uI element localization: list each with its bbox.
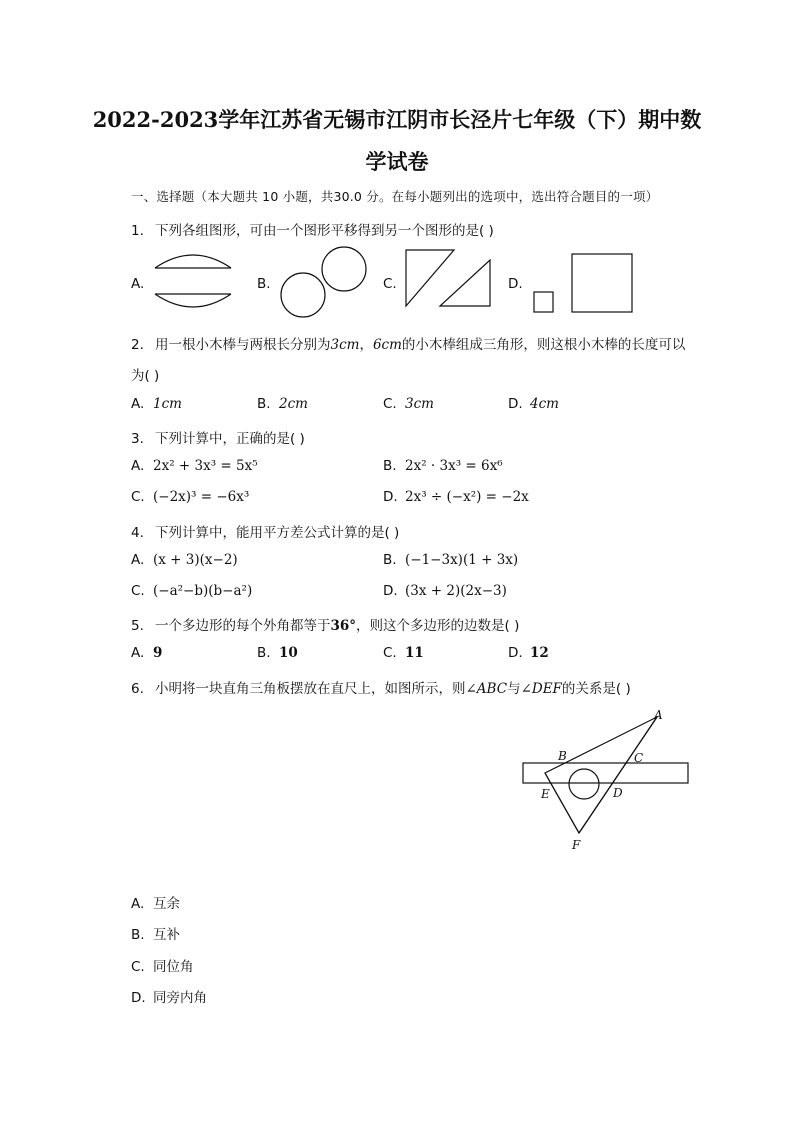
point-label-d: D [613,786,623,800]
option-label: C. [383,276,397,292]
q4-option-c[interactable] [131,583,252,599]
option-value: 同位角 [153,959,194,975]
question-2-continued: 为( ) [131,368,160,384]
q3-option-d[interactable] [383,489,529,505]
option-label: C. [131,489,145,505]
question-1 [131,219,494,239]
question-3 [131,427,305,447]
question-number: 3. [131,431,144,447]
question-stem: 下列计算中，能用平方差公式计算的是( ) [155,525,400,541]
option-value: 互补 [153,927,180,943]
option-label: A. [131,396,145,412]
option-value: (−a²−b)(b−a²) [153,583,253,599]
option-label: D. [508,645,523,661]
question-stem: 的小木棒组成三角形，则这根小木棒的长度可以 [401,337,686,353]
option-label: D. [383,583,398,599]
option-value: 2x³ ÷ (−x²) = −2x [405,489,529,505]
option-value: 同旁内角 [153,990,207,1006]
point-label-a: A [654,708,663,722]
page-title-line-2: 学试卷 [365,149,429,174]
page-title-line-1: 2022-2023学年江苏省无锡市江阴市长泾片七年级（下）期中数 [92,107,702,132]
q1-option-c[interactable] [383,276,405,292]
length-value: 3cm [330,337,360,353]
question-stem: 与 [507,681,521,697]
option-value: 11 [405,645,424,661]
option-value: 3cm [405,396,434,412]
question-stem: ， [359,337,373,353]
q3-option-a[interactable] [131,458,258,474]
option-label: A. [131,552,145,568]
option-label: C. [131,959,145,975]
q5-option-a[interactable] [131,645,162,661]
option-label: D. [508,396,523,412]
question-4 [131,521,399,541]
question-number: 2. [131,337,144,353]
option-value: 4cm [530,396,559,412]
q1-figure-a [150,248,236,320]
option-label: D. [508,276,523,292]
q6-option-b[interactable] [131,923,180,943]
q6-option-c[interactable] [131,955,194,975]
q2-option-b[interactable] [257,396,308,412]
question-stem: 用一根小木棒与两根长分别为 [155,337,331,353]
q2-option-a[interactable] [131,396,182,412]
option-label: B. [257,645,271,661]
question-number: 5. [131,618,144,634]
option-value: (3x + 2)(2x−3) [405,583,507,599]
option-label: A. [131,645,145,661]
option-value: 1cm [153,396,182,412]
question-stem: 小明将一块直角三角板摆放在直尺上，如图所示，则 [155,681,466,697]
q6-geometry-figure [515,705,700,855]
option-label: A. [131,276,145,292]
angle-def: ∠DEF [520,681,562,697]
option-label: B. [383,552,397,568]
option-label: B. [257,396,271,412]
question-number: 6. [131,681,144,697]
option-label: A. [131,458,145,474]
question-stem: 一个多边形的每个外角都等于 [155,618,331,634]
option-value: 2x² + 3x³ = 5x⁵ [153,458,258,474]
question-2 [131,333,685,353]
option-value: (−2x)³ = −6x³ [153,489,250,505]
ruler [523,763,688,783]
option-value: 2x² · 3x³ = 6x⁶ [405,458,503,474]
option-label: D. [383,489,398,505]
section-heading: 一、选择题（本大题共 10 小题，共30.0 分。在每小题列出的选项中，选出符合题目的一项） [131,189,659,204]
option-value: 互余 [153,896,180,912]
q1-figure-b [276,243,371,321]
option-value: (x + 3)(x−2) [153,552,238,568]
q3-option-c[interactable] [131,489,249,505]
option-value: 9 [153,645,163,661]
question-number: 4. [131,525,144,541]
length-value: 6cm [372,337,402,353]
option-value: 2cm [279,396,308,412]
angle-value: 36° [330,618,357,634]
point-label-f: F [572,838,581,852]
option-value: 12 [530,645,549,661]
q2-option-d[interactable] [508,396,559,412]
question-stem: 下列计算中，正确的是( ) [155,431,305,447]
point-label-b: B [558,749,567,763]
point-label-c: C [634,751,644,765]
question-stem: 的关系是( ) [561,681,631,697]
option-label: B. [257,276,271,292]
question-5 [131,614,519,634]
question-number: 1. [131,223,144,239]
point-label-e: E [541,787,550,801]
q3-option-b[interactable] [383,458,503,474]
q4-option-b[interactable] [383,552,518,568]
option-value: (−1−3x)(1 + 3x) [405,552,519,568]
q1-figure-d [530,252,636,316]
q5-option-d[interactable] [508,645,549,661]
option-label: A. [131,896,145,912]
q5-option-c[interactable] [383,645,424,661]
q4-option-a[interactable] [131,552,238,568]
angle-abc: ∠ABC [465,681,508,697]
option-label: C. [131,583,145,599]
q2-option-c[interactable] [383,396,434,412]
q6-option-a[interactable] [131,892,180,912]
question-6 [131,677,631,697]
q5-option-b[interactable] [257,645,298,661]
q1-option-d[interactable] [508,276,530,292]
option-label: C. [383,645,397,661]
option-value: 10 [279,645,298,661]
question-stem: ，则这个多边形的边数是( ) [356,618,520,634]
option-label: C. [383,396,397,412]
option-label: D. [131,990,146,1006]
q4-option-d[interactable] [383,583,507,599]
option-label: B. [383,458,397,474]
question-stem: 下列各组图形，可由一个图形平移得到另一个图形的是( ) [155,223,494,239]
q1-figure-c [404,248,496,310]
option-label: B. [131,927,145,943]
q6-option-d[interactable] [131,986,207,1006]
